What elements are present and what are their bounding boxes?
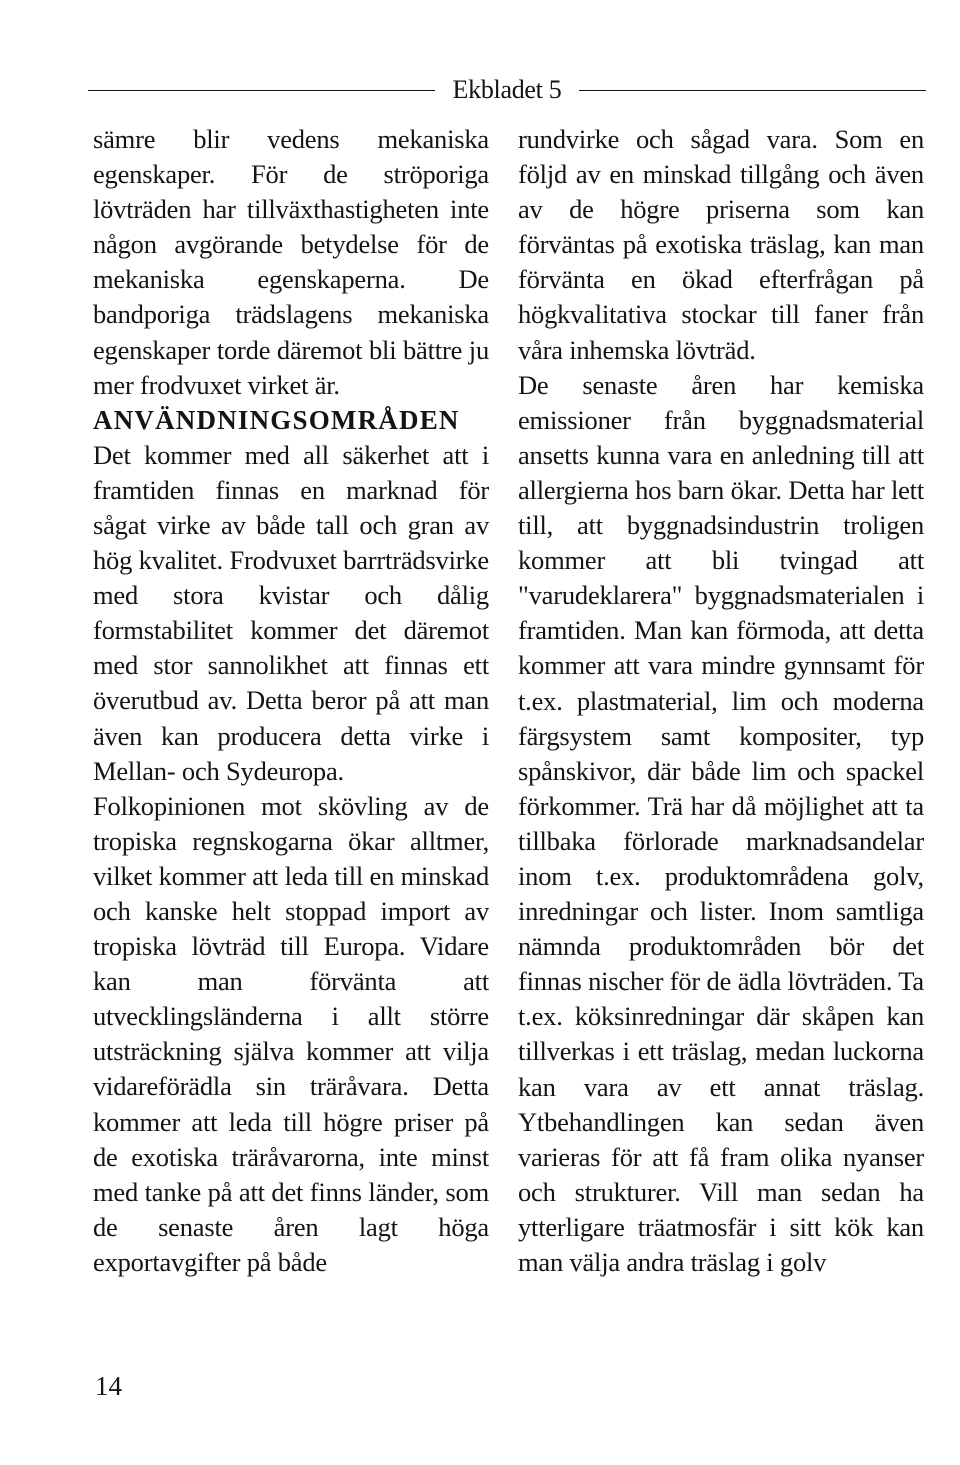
running-header [88, 70, 926, 110]
right-column [518, 122, 924, 1280]
page-number: 14 [95, 1371, 122, 1401]
header-rule-right [579, 90, 926, 91]
header-title: Ekbladet 5 [452, 75, 562, 104]
left-paragraph-3: Folkopinionen mot skövling av de tropiska regnskogarna ökar alltmer, vilket kommer att leda till en minskad och kanske helt stoppad import av tropiska lövträd till Europa. Vidare kan man förvänta att utvecklingsländerna i allt större utsträckning själva kommer att vilja vidareförädla sin träråvara. Detta kommer att leda till högre priser på de exotiska träråvarorna, inte minst med tanke på att det finns länder, som de senaste åren lagt höga exportavgifter på både [93, 790, 489, 1277]
right-paragraph-2: De senaste åren har kemiska emissioner från byggnadsmaterial ansetts kunna vara en anledning till att allergierna hos barn ökar. Detta har lett till, att byggnadsindustrin troligen kommer att bli tvingad att "varudeklarera" byggnadsmaterialen i framtiden. Man kan förmoda, att detta kommer att vara mindre gynnsamt för t.ex. plastmaterial, lim och moderna färgsystem samt kompositer, typ spånskivor, där både lim och spackel förkommer. Trä har då möjlighet att ta tillbaka förlorade marknadsandelar inom t.ex. produktområdena golv, inredningar och lister. Inom samtliga nämnda produktområden bör det finnas nischer för de ädla lövträden. Ta t.ex. köksinredningar där skåpen kan tillverkas i ett träslag, medan luckorna kan vara av ett annat träslag. Ytbehandlingen kan sedan även varieras för att få fram olika nyanser och strukturer. Vill man sedan ha ytterligare träatmosfär i sitt kök kan man välja andra träslag i golv [518, 369, 924, 1277]
header-rule-left [88, 90, 435, 91]
left-paragraph-1: sämre blir vedens mekaniska egenskaper. För de ströporiga lövträden har tillväxthastigheten inte någon avgörande betydelse för de mekaniska egenskaperna. De bandporiga trädslagens mekaniska egenskaper torde däremot bli bättre ju mer frodvuxet virket är. [93, 124, 489, 400]
left-column [93, 122, 489, 1280]
section-heading: ANVÄNDNINGSOMRÅDEN [93, 404, 460, 435]
right-paragraph-1: rundvirke och sågad vara. Som en följd av en minskad tillgång och även av de högre priserna som kan förväntas på exotiska träslag, kan man förvänta en ökad efterfrågan på högkvalitativa stockar till faner från våra inhemska lövträd. [518, 124, 924, 365]
left-paragraph-2: Det kommer med all säkerhet att i framtiden finnas en marknad för sågat virke av både tall och gran av hög kvalitet. Frodvuxet barrträdsvirke med stora kvistar och dålig formstabilitet kommer det däremot med stor sannolikhet att finnas ett överutbud av. Detta beror på att man även kan producera detta virke i Mellan- och Sydeuropa. [93, 439, 489, 786]
